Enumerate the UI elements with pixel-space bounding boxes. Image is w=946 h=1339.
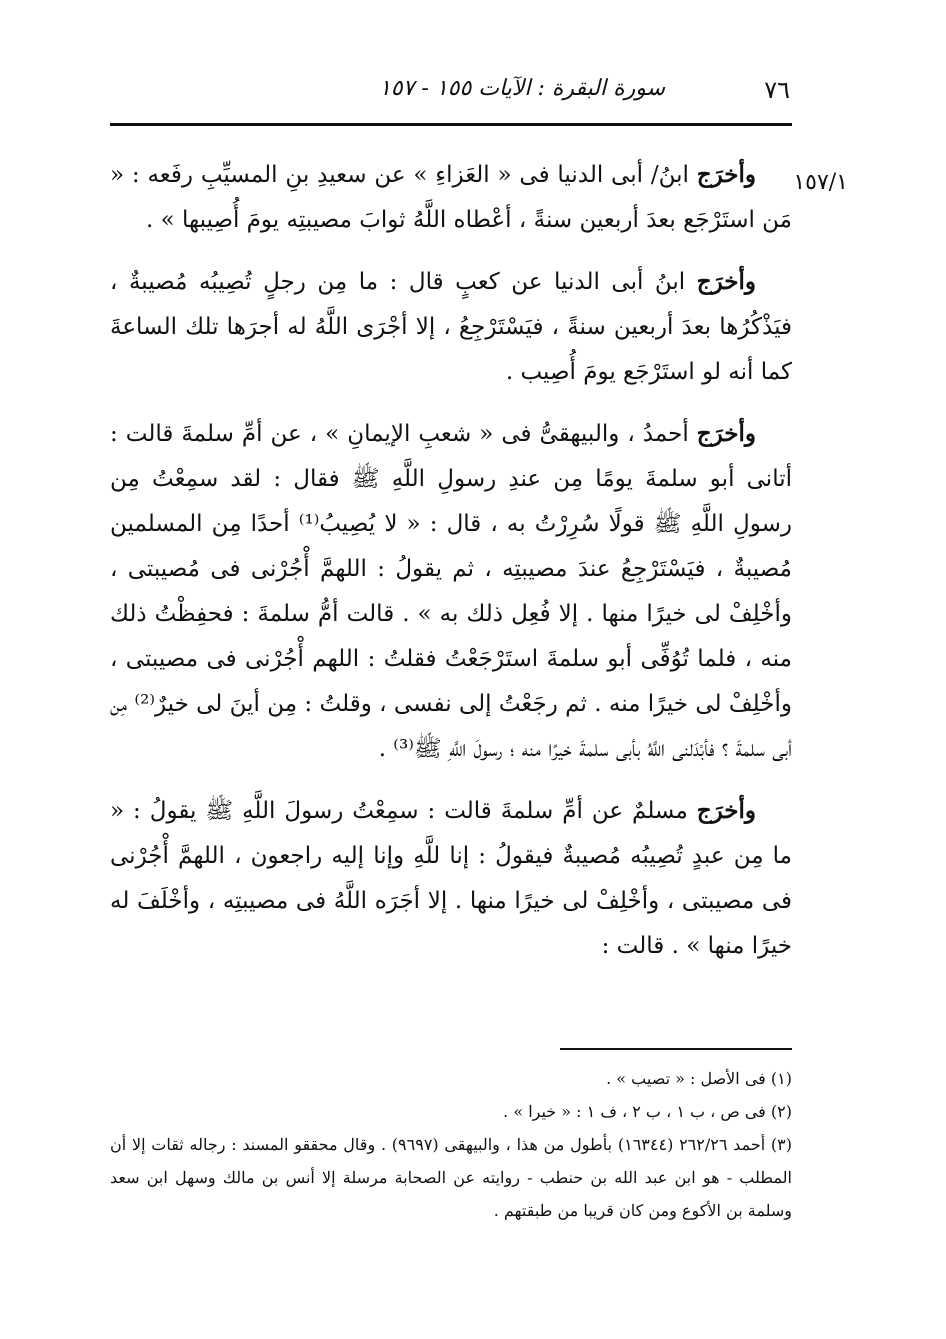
page-header — [112, 76, 790, 112]
footnote: (١) فى الأصل : « تصيب » . — [606, 1069, 792, 1088]
paragraph-text: ابنُ/ أبى الدنيا فى « العَزاءِ » عن سعيدِ بنِ المسيِّبِ رفَعه : « مَن استَرْجَع بعدَ أربعين سنةً ، أعْطاه اللَّهُ ثوابَ مصيبتِه يومَ أُصِيبها » . — [110, 162, 792, 233]
paragraph-text: ابنُ أبى الدنيا عن كعبٍ قال : ما مِن رجلٍ تُصِيبُه مُصيبةٌ ، فيَذْكُرُها بعدَ أربعين سنةً ، فيَسْتَرْجِعُ ، إلا أجْرَى اللَّهُ له أجرَها تلك الساعةَ كما أنه لو استَرْجَع يومَ أُصِيب . — [110, 269, 792, 385]
paragraph — [110, 152, 792, 243]
paragraph-lead: وأخرَج — [696, 161, 756, 188]
paragraph-lead: وأخرَج — [696, 797, 756, 824]
paragraph — [110, 259, 792, 395]
footnotes — [110, 1062, 792, 1227]
main-text — [110, 152, 792, 985]
paragraph-text: أحمدُ ، والبيهقىُّ فى « شعبِ الإيمانِ » ، عن أمِّ سلمةَ قالت : أتانى أبو سلمةَ يومًا مِن عندِ رسولِ اللَّهِ ﷺ فقال : لقد سمِعْتُ مِن رسولِ اللَّهِ ﷺ قولًا سُرِرْتُ به ، قال : « لا يُصِيبُ⁽¹⁾ أحدًا مِن المسلمين مُصيبةٌ ، فيَسْتَرْجِعُ عندَ مصيبتِه ، ثم يقولُ : اللهمَّ أْجُرْنى فى مُصيبتى ، وأخْلِفْ لى خيرًا منها . إلا فُعِل ذلك به » . قالت أمُّ سلمةَ : فحفِظْتُ ذلك منه ، فلما تُوُفِّى أبو سلمةَ استَرْجَعْتُ فقلتُ : اللهم أْجُرْنى فى مصيبتى ، وأخْلِفْ لى خيرًا منه . ثم رجَعْتُ إلى نفسى ، وقلتُ : مِن أينَ لى خيرٌ⁽²⁾ مِن أبى سلمةَ ؟ فأبْدَلنى اللَّهُ بأبى سلمةَ خيرًا منه ؛ رسولَ اللَّهِ ﷺ⁽³⁾ . — [110, 421, 793, 762]
footnote-separator — [560, 1048, 792, 1050]
footnote: (٢) فى ص ، ب ١ ، ب ٢ ، ف ١ : « خيرا » . — [503, 1102, 792, 1121]
footnote: (٣) أحمد ٢٦٢/٢٦ (١٦٣٤٤) بأطول من هذا ، والبيهقى (٩٦٩٧) . وقال محققو المسند : رجاله ثقات إلا أن المطلب - هو ابن عبد الله بن حنطب - روايته عن الصحابة مرسلة إلا أنس بن مالك وسهل ابن سعد وسلمة بن الأكوع ومن كان قريبا من طبقتهم . — [110, 1135, 793, 1220]
paragraph-lead: وأخرَج — [696, 268, 756, 295]
paragraph-lead: وأخرَج — [696, 420, 756, 447]
page-number: ٧٦ — [764, 76, 790, 104]
paragraph — [110, 788, 792, 969]
running-title: سورة البقرة : الآيات ١٥٥ - ١٥٧ — [378, 76, 666, 101]
verse-marker: ١٥٧/١ — [793, 170, 848, 195]
paragraph — [110, 411, 792, 772]
header-rule — [110, 123, 792, 126]
paragraph-text: مسلمٌ عن أمِّ سلمةَ قالت : سمِعْتُ رسولَ اللَّهِ ﷺ يقولُ : « ما مِن عبدٍ تُصِيبُه مُصيبةٌ فيقولُ : إنا للَّهِ وإنا إليه راجعون ، اللهمَّ أْجُرْنى فى مصيبتى ، وأخْلِفْ لى خيرًا منها . إلا أجَرَه اللَّهُ فى مصيبتِه ، وأخْلَفَ له خيرًا منها » . قالت : — [110, 798, 792, 959]
